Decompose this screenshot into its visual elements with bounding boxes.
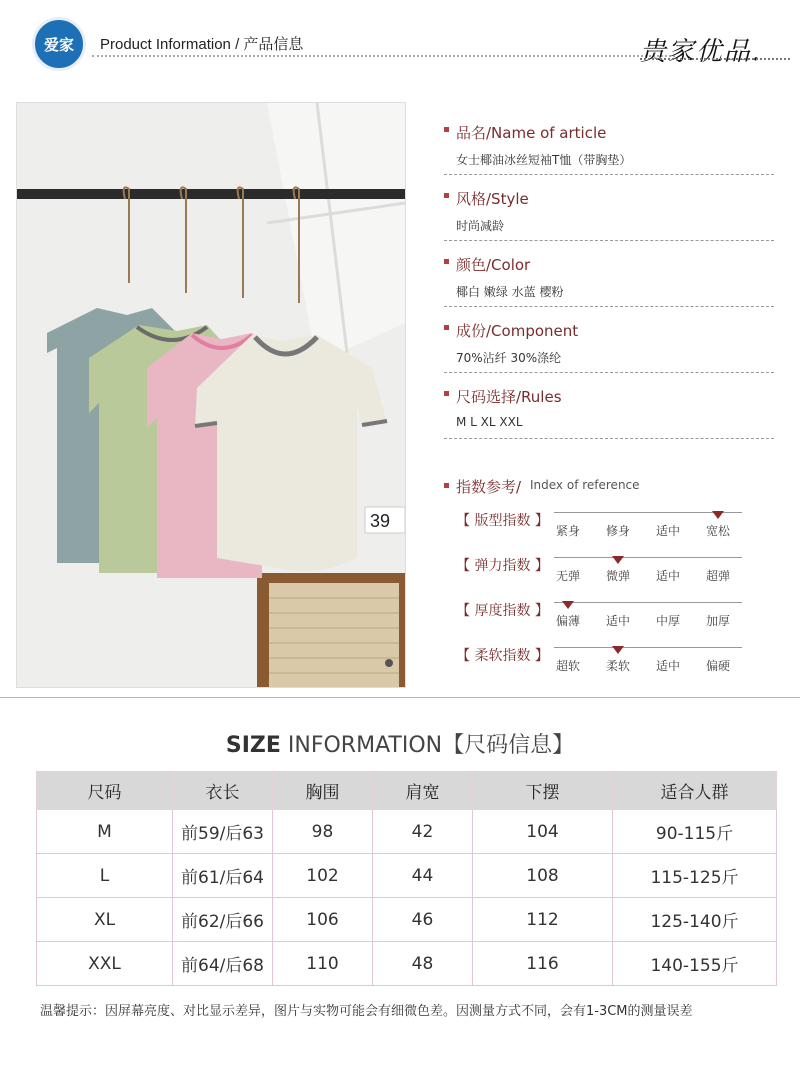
size-title-rest: INFORMATION【尺码信息】 [280,733,575,758]
size-header-cell: 适合人群 [613,772,777,810]
table-row [37,942,777,986]
info-component [444,312,774,378]
product-info-panel [444,114,774,444]
table-cell: 115-125斤 [613,854,777,898]
table-cell: 前59/后63 [173,810,273,854]
table-cell: 140-155斤 [613,942,777,986]
info-label: 尺码选择/Rules [456,388,562,406]
table-cell: 125-140斤 [613,898,777,942]
index-row-name: 【 厚度指数 】 [456,603,549,619]
info-style [444,180,774,246]
index-option: 超软 [555,659,580,673]
index-row-name: 【 版型指数 】 [456,513,549,529]
info-value: M L XL XXL [456,415,523,429]
table-cell: 110 [273,942,373,986]
index-option: 宽松 [705,524,730,538]
size-title-bold: SIZE [225,733,281,758]
brand-underline [640,58,790,60]
table-cell: M [37,810,173,854]
index-track [554,602,742,603]
size-header-cell: 尺码 [37,772,173,810]
bullet-marker [444,259,449,264]
bullet-marker [444,391,449,396]
info-value: 女士椰油冰丝短袖T恤（带胸垫） [456,153,632,167]
index-option: 紧身 [555,524,580,538]
info-divider [444,174,774,175]
index-selected-marker-icon [712,511,724,519]
table-row [37,898,777,942]
size-info-title [0,728,800,759]
table-cell: L [37,854,173,898]
info-rules [444,378,774,444]
index-row-name: 【 柔软指数 】 [456,648,549,664]
table-cell: 90-115斤 [613,810,777,854]
brand-logo: 爱家 [32,17,86,71]
product-photo [16,102,406,688]
index-label: 指数参考/ [456,478,522,496]
table-cell: 102 [273,854,373,898]
index-track [554,557,742,558]
table-cell: 112 [473,898,613,942]
index-row-elasticity [456,555,756,595]
info-label: 成份/Component [456,322,579,340]
index-option: 柔软 [605,659,630,673]
info-label: 颜色/Color [456,256,531,274]
index-option: 加厚 [705,614,730,628]
index-option: 中厚 [655,614,680,628]
index-selected-marker-icon [562,601,574,609]
index-sublabel: Index of reference [530,478,640,492]
bullet-marker [444,483,449,488]
table-cell: 42 [373,810,473,854]
header-dotted-line [92,55,675,57]
table-cell: 104 [473,810,613,854]
index-track [554,647,742,648]
bullet-marker [444,127,449,132]
info-name [444,114,774,180]
table-cell: 44 [373,854,473,898]
page-header [0,0,800,80]
size-table [36,771,777,986]
index-option: 超弹 [705,569,730,583]
info-label: 品名/Name of article [456,124,607,142]
info-value: 时尚减龄 [456,219,505,233]
disclaimer-note: 温馨提示：因屏幕亮度、对比显示差异，图片与实物可能会有细微色差。因测量方式不同，会有1-3CM的测量误差 [40,1004,693,1019]
product-photo-illustration [17,103,405,687]
index-row-thickness [456,600,756,640]
index-option: 无弹 [555,569,580,583]
index-row-softness [456,645,756,685]
info-divider [444,240,774,241]
index-option: 适中 [655,569,680,583]
section-divider [0,697,800,698]
index-option: 适中 [655,659,680,673]
info-divider [444,372,774,373]
size-header-cell: 衣长 [173,772,273,810]
info-divider [444,306,774,307]
header-title: Product Information / 产品信息 [100,36,304,53]
table-row [37,810,777,854]
table-cell: XXL [37,942,173,986]
bullet-marker [444,193,449,198]
info-divider [444,438,774,439]
index-selected-marker-icon [612,646,624,654]
index-option: 适中 [605,614,630,628]
table-cell: 98 [273,810,373,854]
index-row-fit [456,510,756,550]
size-header-cell: 下摆 [473,772,613,810]
index-selected-marker-icon [612,556,624,564]
size-table-header [37,772,777,810]
info-value: 椰白 嫩绿 水蓝 樱粉 [456,285,564,299]
info-value: 70%沾纤 30%涤纶 [456,351,562,365]
bullet-marker [444,325,449,330]
index-option: 微弹 [605,569,630,583]
index-option: 偏硬 [705,659,730,673]
table-cell: 前61/后64 [173,854,273,898]
info-color [444,246,774,312]
index-option: 偏薄 [555,614,580,628]
table-cell: 116 [473,942,613,986]
index-row-name: 【 弹力指数 】 [456,558,549,574]
table-cell: XL [37,898,173,942]
number-sign: 39 [370,511,391,531]
table-cell: 108 [473,854,613,898]
table-cell: 前64/后68 [173,942,273,986]
table-cell: 48 [373,942,473,986]
index-option: 适中 [655,524,680,538]
table-row [37,854,777,898]
info-label: 风格/Style [456,190,529,208]
table-cell: 前62/后66 [173,898,273,942]
size-header-cell: 肩宽 [373,772,473,810]
index-option: 修身 [605,524,630,538]
table-cell: 106 [273,898,373,942]
size-header-cell: 胸围 [273,772,373,810]
brand-signature: 贵家优品. [639,37,762,67]
table-cell: 46 [373,898,473,942]
